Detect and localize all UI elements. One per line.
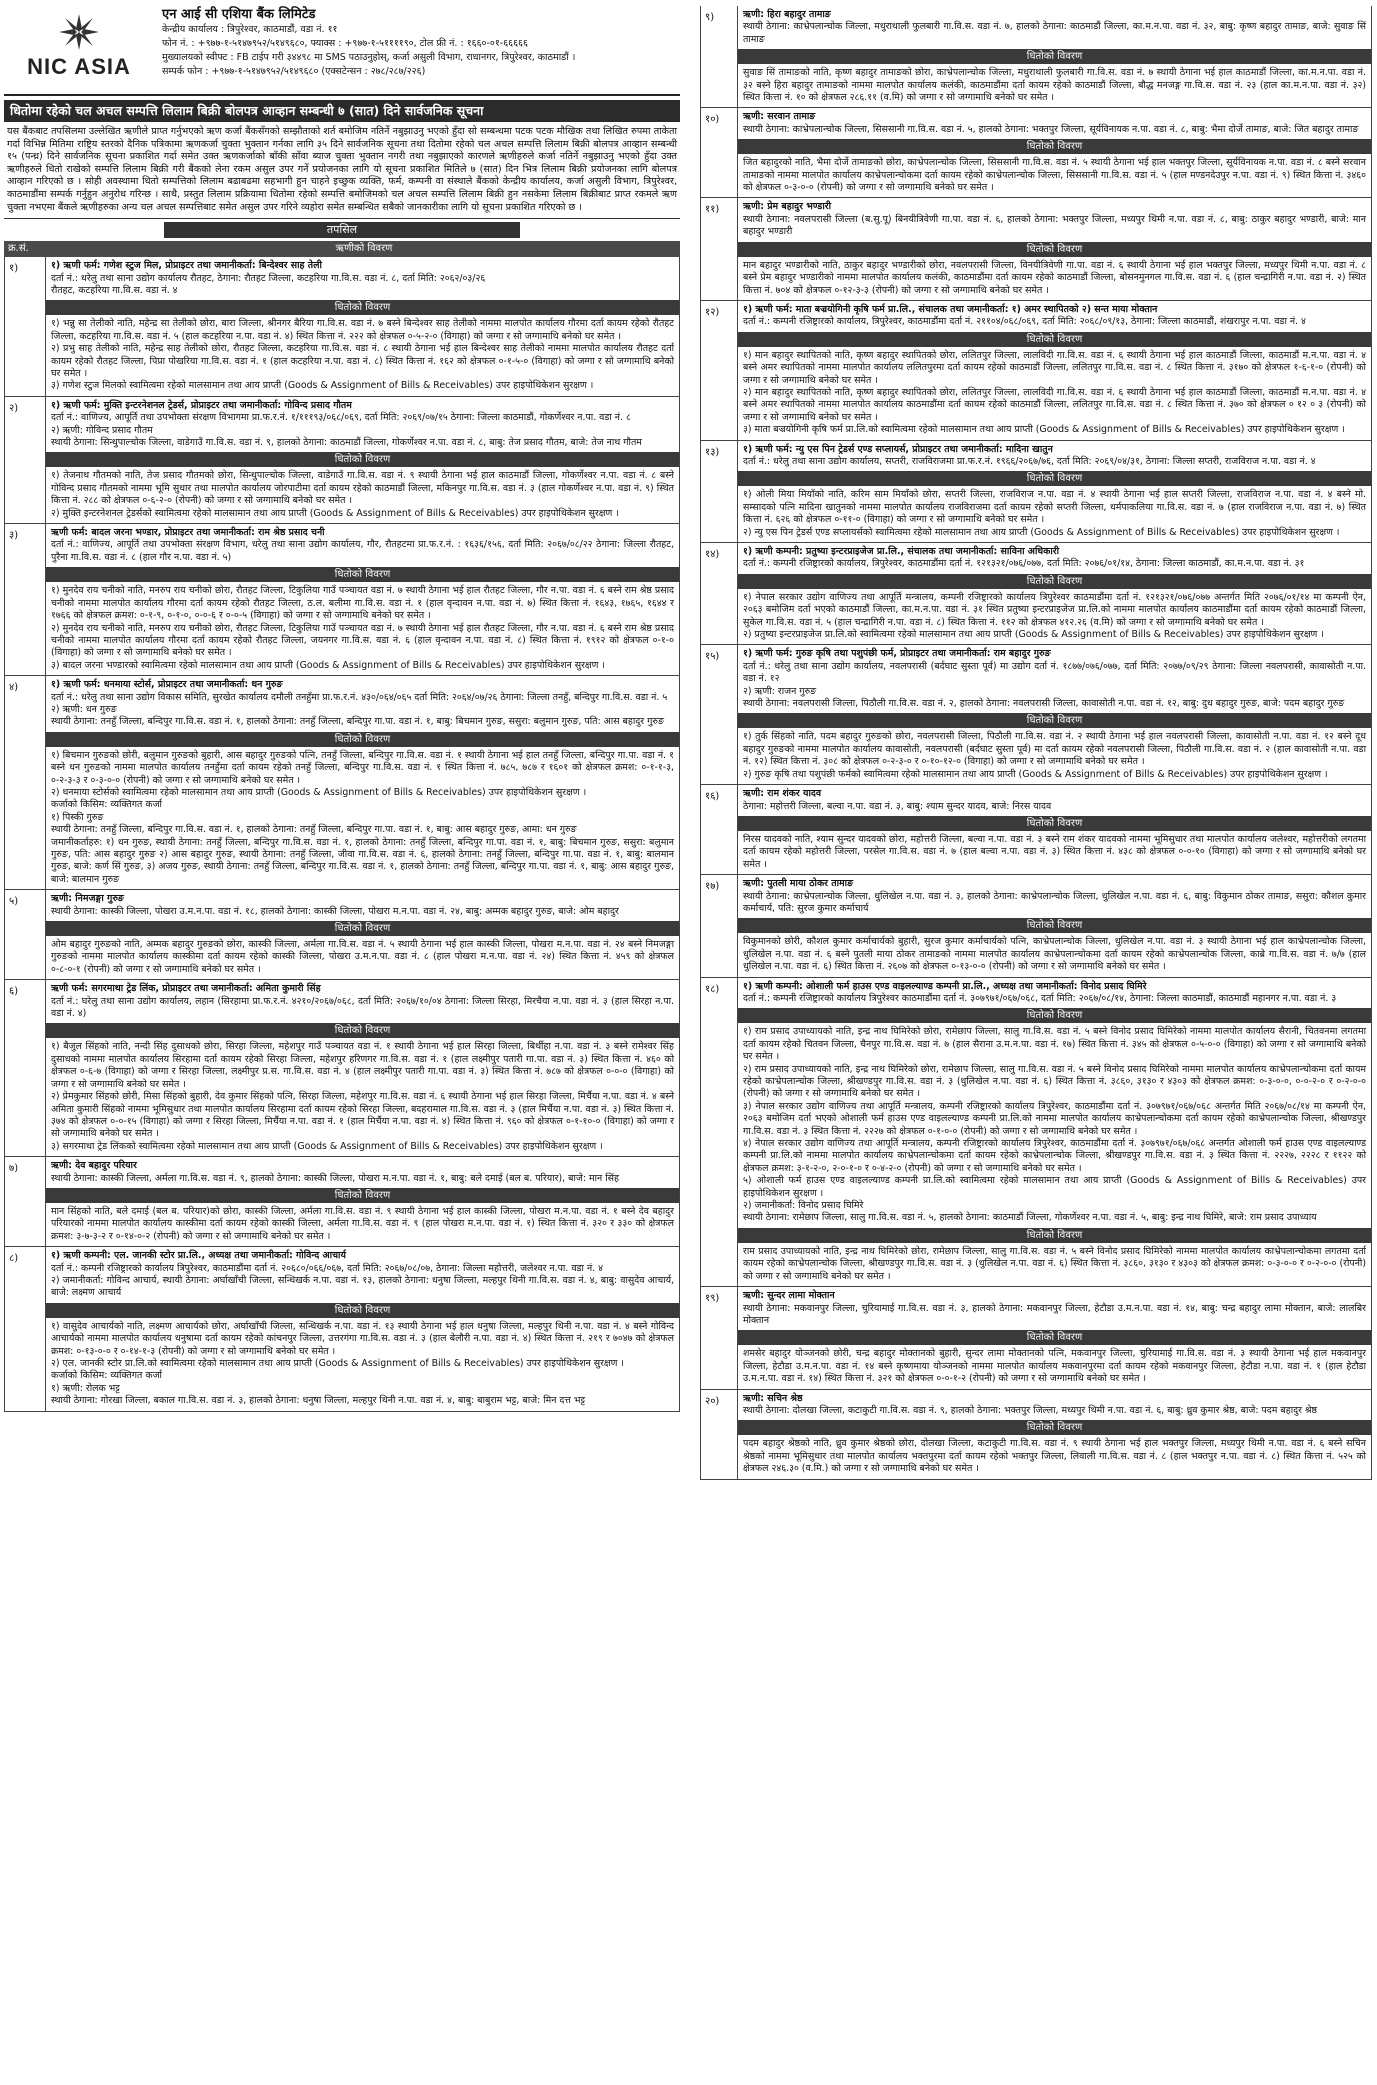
borrower-detail: स्थायी ठेगाना: काभ्रेपलान्चोक जिल्ला, मधुराथाली फुलबारी गा.वि.स. वडा नं. ७, हालको ठेगाना: काठमाडौं जिल्ला, का.म.न.पा. वडा नं. ३२, बाबु: कृष्ण बहादुर तामाङ, बाजे: सुवाङ सिं तामाङ <box>743 21 1366 45</box>
collateral-item: १) वासुदेव आचार्यको नाति, लक्ष्मण आचार्यको छोरा, अर्घाखाँची जिल्ला, सन्धिखर्क न.पा. वडा नं. १३ स्थायी ठेगाना भई हाल धनुषा जिल्ला, मल्हपुर थिनी न.पा. वडा नं. ४ बस्ने गोविन्द आचार्यको नाममा मालपोत कार्यालय धनुषामा दर्ता कायम रहेको कांचनपुर जिल्ला, उत्तरगंगा गा.वि.स. वडा नं. ३ (हाल बेलौरी न.पा. वडा नं. ४) स्थित कित्ता नं. २१९ र ७०४७ को क्षेत्रफल क्रमश: ०-१३-०-० र ०-१४-१-३ (रोपनी) को जग्गा र सो जग्गामाथि बनेको घर समेत । <box>51 1320 674 1357</box>
table-header <box>4 241 680 257</box>
collateral-block <box>738 1243 1371 1286</box>
entry-body <box>45 397 679 523</box>
borrower-title: १) ऋणी फर्म: गणेश स्टुज मिल, प्रोप्राइटर तथा जमानीकर्ता: बिन्देश्वर साह तेली <box>51 260 322 272</box>
collateral-header: धितोको विवरण <box>46 1188 679 1203</box>
borrower-detail: दर्ता नं.: कम्पनी रजिष्ट्रारको कार्यालय, त्रिपुरेश्वर, काठमाडौंमा दर्ता नं. १२१३२१/०७६/०७७, दर्ता मिति: २०७६/०१/१४, ठेगाना: जिल्ला काठमाडौं, का.म.न.पा. वडा नं. ३१ <box>743 558 1305 570</box>
borrower-detail: दर्ता नं.: धरेलु तथा साना उद्योग कार्यालय, सप्तरी, राजविराजमा प्रा.फ.र.नं. १९६६/२०६७/७६, दर्ता मिति: २०६९/०४/३१, ठेगाना: जिल्ला सप्तरी, राजविराज न.पा. वडा नं. ४ <box>743 455 1316 467</box>
borrower-title: ऋणी: सुन्दर लामा मोक्तान <box>743 1290 835 1302</box>
collateral-item: स्थायी ठेगाना: गोरखा जिल्ला, बकाल गा.वि.स. वडा नं. ३, हालको ठेगाना: धनुषा जिल्ला, मल्हपुर थिनी न.पा. वडा नं. ४, बाबु: बाबुराम भट्ट, बाजे: मिन दत्त भट्ट <box>51 1395 586 1407</box>
entry-serial: ४) <box>9 682 19 694</box>
table-row <box>4 257 680 397</box>
borrower-detail: दर्ता नं.: घरेलु तथा साना उद्योग कार्यालय, लहान (सिरहामा प्रा.फ.र.नं. ४२१०/२०६७/०६८, दर्ता मिति: २०६७/१०/०४ ठेगाना: जिल्ला सिरहा, मिरचैया न.पा. वडा नं. ३ (हाल सिरहा न.पा. वडा नं. ४) <box>51 995 674 1020</box>
table-row <box>700 543 1372 645</box>
borrower-detail: २) ऋणी: धन गुरुङ <box>51 703 117 715</box>
borrower-title: ऋणी: प्रेम बहादुर भण्डारी <box>743 201 832 213</box>
entry-serial: ११) <box>705 204 720 216</box>
logo-text: NIC ASIA <box>27 54 131 79</box>
entry-serial: २०) <box>705 1395 720 1407</box>
entry-serial: ६) <box>9 986 19 998</box>
collateral-item: ३) माता बज्रयोगिनी कृषि फर्म प्रा.लि.को स्वामित्वमा रहेको मालसामान तथा आय प्राप्ती (Goods & Assignment of Bills & Receivables) उपर हाइपोथिकेशन सुरक्षण । <box>743 424 1345 436</box>
borrower-title: ऋणी: राम शंकर यादव <box>743 788 822 800</box>
collateral-item: ३) बादल जरना भण्डारको स्वामित्वमा रहेको मालसामान तथा आय प्राप्ती (Goods & Assignment of Bills & Receivables) उपर हाइपोथिकेशन सुरक्षण । <box>51 659 605 671</box>
collateral-block <box>738 154 1371 197</box>
collateral-header: धितोको विवरण <box>46 1023 679 1038</box>
collateral-block <box>46 1318 679 1411</box>
collateral-header: धितोको विवरण <box>738 1330 1371 1345</box>
borrower-block <box>738 875 1371 918</box>
borrower-detail: स्थायी ठेगाना: तनहुँ जिल्ला, बन्दिपुर गा.वि.स. वडा नं. १, हालको ठेगाना: तनहुँ जिल्ला, बन्दिपुर गा.पा. वडा नं. १, बाबु: बिचमान गुरुङ, ससुरा: बलुमान गुरुङ, पति: आस बहादुर गुरुङ <box>51 716 664 728</box>
collateral-block <box>738 257 1371 300</box>
star-icon <box>57 12 101 52</box>
entry-body <box>737 645 1371 784</box>
entry-body <box>737 441 1371 542</box>
table-row <box>700 875 1372 977</box>
collateral-block <box>46 582 679 675</box>
left-column <box>4 6 680 1412</box>
entry-serial: ७) <box>9 1163 19 1175</box>
table-row <box>4 1247 680 1411</box>
collateral-item: मान सिंहको नाति, बले दमाई (बल ब. परियार)को छोरा, कास्की जिल्ला, अर्मला गा.वि.स. वडा नं. ९ स्थायी ठेगाना भई हाल कास्की जिल्ला, पोखरा म.न.पा. वडा नं. १ बस्ने देव बहादुर परियारको नाममा मालपोत कार्यालय कास्कीमा दर्ता कायम रहेको कास्की जिल्ला, अर्मला गा.वि.स. वडा नं. ९ (हाल पोखरा म.न.पा. वडा नं. १) स्थित कित्ता नं. ३२० र ३३० को क्षेत्रफल क्रमश: ३-७-३-२ र ०-१४-०-२ (रोपनी) को जग्गा र सो जग्गामाथि बनेको घर समेत । <box>51 1205 674 1242</box>
entry-body <box>737 978 1371 1287</box>
bank-header <box>4 6 680 96</box>
borrower-block <box>46 524 679 567</box>
table-row <box>4 397 680 524</box>
collateral-item: २) गुरुङ कृषि तथा पशुपंछी फर्मको स्वामित्वमा रहेको मालसामान तथा आय प्राप्ती (Goods & Assignment of Bills & Receivables) उपर हाइपोथिकेशन सुरक्षण । <box>743 768 1328 780</box>
borrower-title: ऋणी: पुतली माया ठोकर तामाङ <box>743 878 854 890</box>
table-row <box>700 108 1372 198</box>
right-column <box>700 6 1372 1480</box>
collateral-item: २) न्यु एस पिन ट्रेडर्स एण्ड सप्लायर्सको स्वामित्वमा रहेको मालसामान तथा आय प्राप्ती (Goods & Assignment of Bills & Receivables) उपर हाइपोथिकेशन सुरक्षण । <box>743 526 1340 538</box>
collateral-block <box>46 1203 679 1246</box>
borrower-block <box>738 441 1371 472</box>
borrower-block <box>738 543 1371 574</box>
collateral-item: १) बिचमान गुरुङको छोरी, बलुमान गुरुङको बुहारी, आस बहादुर गुरुङको पत्नि, तनहुँ जिल्ला, बन्दिपुर गा.वि.स. वडा नं. १ स्थायी ठेगाना भई हाल तनहुँ जिल्ला, बन्दिपुर गा.पा. वडा नं. १ बस्ने धन गुरुङको नाममा मालपोत कार्यालय तनहुँमा दर्ता कायम रहेको तनहुँ जिल्ला, बन्दिपुर गा.वि.स. वडा नं. १ स्थित कित्ता नं. ७८५, ७८७ र १६०१ को क्षेत्रफल क्रमश: ०-१-१-३, ०-२-३-३ र ०-३-०-० (रोपनी) को जग्गा र सो जग्गामाथि बनेको घर समेत । <box>51 749 674 786</box>
borrower-title: १) ऋणी कम्पनी: ओशाली फर्म हाउस एण्ड वाइलल्याण्ड कम्पनी प्रा.लि., अध्यक्ष तथा जमानीकर्ता: विनोद प्रसाद घिमिरे <box>743 980 1147 992</box>
collateral-item: स्थायी ठेगाना: रामेछाप जिल्ला, सालु गा.वि.स. वडा नं. ५, हालको ठेगाना: काठमाडौं जिल्ला, गोकर्णेश्वर न.पा. वडा नं. ५, बाबु: इन्द्र नाथ घिमिरे, बाजे: राम प्रसाद उपाध्याय <box>743 1212 1317 1224</box>
collateral-block <box>46 747 679 889</box>
borrower-block <box>738 198 1371 241</box>
entry-body <box>737 543 1371 644</box>
collateral-header: धितोको विवरण <box>738 816 1371 831</box>
table-row <box>700 198 1372 300</box>
borrower-detail: २) जमानीकर्ता: गोविन्द आचार्य, स्थायी ठेगाना: अर्घाखाँची जिल्ला, सन्धिखर्क न.पा. वडा नं. १३, हालको ठेगाना: धनुषा जिल्ला, मल्हपुर थिनी गा.वि.स. वडा नं. ४, बाबु: वासुदेव आचार्य, बाजे: लक्ष्मण आचार्य <box>51 1274 674 1299</box>
borrower-block <box>46 1247 679 1303</box>
borrower-block <box>738 645 1371 713</box>
collateral-item: २) राम प्रसाद उपाध्यायको नाति, इन्द्र नाथ घिमिरेको छोरा, रामेछाप जिल्ला, सालु गा.वि.स. वडा नं. ५ बस्ने विनोद प्रसाद घिमिरेको नाममा मालपोत कार्यालय काभ्रेपलान्चोकमा दर्ता कायम रहेको काभ्रेपलान्चोक जिल्ला, श्रीखण्डपुर गा.वि.स. वडा नं. ३ (धुलिखेल न.पा. वडा नं. ६) स्थित कित्ता नं. ३८६०, ३१३० र ४३०३ को क्षेत्रफल क्रमश: ०-३-०-०, ०-०-२-० र ०-२-०-० (रोपनी) को जग्गा र सो जग्गामाथि बनेको घर समेत । <box>743 1063 1366 1100</box>
collateral-header: धितोको विवरण <box>46 567 679 582</box>
collateral-header: धितोको विवरण <box>46 452 679 467</box>
collateral-block <box>46 936 679 979</box>
collateral-item: १) भन्नु सा तेलीको नाति, महेन्द्र सा तेलीको छोरा, बारा जिल्ला, श्रीनगर बैरिया गा.वि.स. वडा नं. ७ बस्ने बिन्देश्वर साह तेलीको नाममा मालपोत कार्यालय गौरमा दर्ता कायम रहेको रौतहट जिल्ला, कटहरिया गा.वि.स. वडा नं. ५ (हाल कटहरिया न.पा. वडा नं. ४) स्थित कित्ता नं. २२२ को क्षेत्रफल ०-५-२-० (विगाहा) को जग्गा र सो जग्गामाथि बनेको घर समेत । <box>51 318 674 342</box>
entry-body <box>737 875 1371 976</box>
collateral-item: ओम बहादुर गुरुङको नाति, अम्मक बहादुर गुरुङको छोरा, कास्की जिल्ला, अर्मला गा.वि.स. वडा नं. ५ स्थायी ठेगाना भई हाल कास्की जिल्ला, पोखरा म.न.पा. वडा नं. २४ बस्ने निमजङ्गा गुरुङको नाममा मालपोत कार्यालय कास्कीमा दर्ता कायम रहेको कास्की जिल्ला, पोखरा उ.म.न.पा. वडा नं. ८ (हाल पोखरा म.न.पा. वडा नं. २४) स्थित कित्ता नं. ४५९ को क्षेत्रफल ०-८-०-१ (रोपनी) को जग्गा र सो जग्गामाथि बनेको घर समेत । <box>51 939 674 975</box>
entry-body <box>45 1247 679 1410</box>
collateral-item: १) तेजनाथ गौतमको नाति, तेज प्रसाद गौतमको छोरा, सिन्धुपाल्चोक जिल्ला, वाडेगाउँ गा.वि.स. वडा नं. ९ स्थायी ठेगाना भई हाल काठमाडौं जिल्ला, गोकर्णेश्वर न.पा. वडा नं. ८ बस्ने गोविन्द प्रसाद गौतमको नाममा भूमि सुधार तथा मालपोत कार्यालय जोरपाटीमा दर्ता कायम रहेको काठमाडौं जिल्ला, मकिनपुर गा.वि.स. वडा नं. ३ (हाल गोकर्णेश्वर न.पा. वडा नं. ९) स्थित कित्ता नं. २८८ को क्षेत्रफल ०-६-२-० (रोपनी) को जग्गा र सो जग्गामाथि बनेको घर समेत । <box>51 470 674 507</box>
collateral-item: २) जमानीकर्ता: विनोद प्रसाद घिमिरे <box>743 1200 864 1212</box>
collateral-item: २) एल. जानकी स्टोर प्रा.लि.को स्वामित्वमा रहेको मालसामान तथा आय प्राप्ती (Goods & Assignment of Bills & Receivables) उपर हाइपोथिकेशन सुरक्षण । <box>51 1358 624 1369</box>
collateral-block <box>738 1435 1371 1478</box>
collateral-block <box>738 933 1371 976</box>
entry-serial: १३) <box>705 446 720 458</box>
entry-body <box>737 785 1371 874</box>
bank-contact: सम्पर्क फोन : +९७७-१-५१४७९५२/५१४९६८० (एक्सटेन्सन : २७८/२८७/२२६) <box>162 66 426 77</box>
collateral-block <box>738 589 1371 645</box>
collateral-item: मान बहादुर भण्डारीको नाति, ठाकुर बहादुर भण्डारीको छोरा, नवलपरासी जिल्ला, विनयीत्रिवेणी गा.पा. वडा नं. ६ स्थायी ठेगाना भई हाल भक्तपुर जिल्ला, मध्यपुर थिमी न.पा. वडा नं. ८ बस्ने प्रेम बहादुर भण्डारीको नाममा मालपोत कार्यालय कलंकी, काठमाडौंमा दर्ता कायम रहेको काठमाडौं जिल्ला, बोसनमुनगल गा.वि.स. वडा नं. ६ (हाल चन्द्रागिरी न.पा. वडा नं. २) स्थित कित्ता नं. ७०४ को क्षेत्रफल ०-१२-३-३ (रोपनी) को जग्गा र सो जग्गामाथि बनेको घर समेत । <box>743 259 1366 296</box>
collateral-block <box>46 467 679 523</box>
collateral-item: १) ऋणी: रोलक भट्ट <box>51 1382 120 1394</box>
collateral-header: धितोको विवरण <box>738 242 1371 257</box>
collateral-header: धितोको विवरण <box>738 918 1371 933</box>
entry-serial: १८) <box>705 983 720 995</box>
borrower-title: १) ऋणी फर्म: गुरुङ कृषि तथा पशुपंछी फर्म, प्रोप्राइटर तथा जमानीकर्ता: राम बहादुर गुरुङ <box>743 648 1051 660</box>
collateral-header: धितोको विवरण <box>738 49 1371 64</box>
entry-body <box>737 6 1371 107</box>
left-entries <box>4 257 680 1411</box>
borrower-block <box>46 890 679 921</box>
borrower-detail: स्थायी ठेगाना: नवलपरासी जिल्ला, पिठौली गा.वि.स. वडा नं. २, हालको ठेगाना: नवलपरासी जिल्ला, कावासोती न.पा. वडा नं. १२, बाबु: दुध बहादुर गुरुङ, बाजे: पदम बहादुर गुरुङ <box>743 698 1345 710</box>
borrower-detail: दर्ता नं.: वाणिज्य, आपूर्ति तथा उपभोक्ता संरक्षण विभाग, धरेलु तथा साना उद्योग कार्यालय, गौर, रौतहटमा प्रा.फ.र.नं. : १६३६/१५६, दर्ता मिति: २०६७/०८/२२ ठेगाना: जिल्ला रौतहट, पुरैना गा.वि.स. वडा नं. ८ (हाल गौर न.पा. वडा नं. ५) <box>51 539 674 563</box>
collateral-item: १) पिस्की गुरुङ <box>51 811 104 823</box>
collateral-item: स्थायी ठेगाना: तनहुँ जिल्ला, बन्दिपुर गा.वि.स. वडा नं. १, हालको ठेगाना: तनहुँ जिल्ला, बन्दिपुर गा.पा. वडा नं. १, बाबु: आस बहादुर गुरुङ, आमा: धन गुरुङ <box>51 824 577 836</box>
collateral-block <box>738 347 1371 440</box>
details-header: ऋणीको विवरण <box>335 243 393 255</box>
table-row <box>4 524 680 676</box>
entry-serial: १२) <box>705 306 720 318</box>
borrower-detail: दर्ता नं.: धरेलु तथा साना उद्योग कार्यालय रौतहट, ठेगाना: रौतहट जिल्ला, कटहरिया गा.वि.स. वडा नं. ८, दर्ता मिति: २०६२/०३/२६ <box>51 272 486 284</box>
table-row <box>4 980 680 1157</box>
collateral-header: धितोको विवरण <box>738 1228 1371 1243</box>
collateral-item: ३) नेपाल सरकार उद्योग वाणिज्य तथा आपूर्ति मन्त्रालय, कम्पनी रजिष्ट्रारको कार्यालय त्रिपुरेश्वर, काठमाडौंमा दर्ता नं. ३०७९७१/०६७/०६८ अन्तर्गत मिति २०६७/०८/१४ मा कम्पनी ऐन, २०६३ बमोजिम दर्ता भएको ओशाली फर्म हाउस एण्ड वाइलल्याण्ड कम्पनी प्रा.लि.को नाममा मालपोत कार्यालय काभ्रेपलान्चोकमा दर्ता कायम रहेको काभ्रेपलान्चोक जिल्ला, श्रीखण्डपुर गा.वि.स. वडा नं. ३ स्थित कित्ता नं. २२२७ को क्षेत्रफल ०-१-०-० (रोपनी) को जग्गा र सो जग्गामाथि बनेको घर समेत । <box>743 1100 1366 1137</box>
table-row <box>700 1287 1372 1389</box>
collateral-header: धितोको विवरण <box>738 574 1371 589</box>
collateral-item: २) मुनदेव राय चनीको नाति, मनरुप राय चनीको छोरा, रौतहट जिल्ला, टिकुलिया गाउँ पञ्चायत वडा नं. ७ स्थायी ठेगाना भई हाल रौतहट जिल्ला, गौर न.पा. वडा नं. ६ बस्ने राम श्रेष्ठ प्रसाद चनीको नाममा मालपोत कार्यालय गौरमा दर्ता कायम रहेको रौतहट जिल्ला, जयनगर गा.वि.स. वडा नं. ६ (हाल वृन्दावन न.पा. वडा नं. ८) स्थित कित्ता नं. १९१२ को क्षेत्रफल ०-१-० (विगाहा) को जग्गा र सो जग्गामाथि बनेको घर समेत । <box>51 622 674 659</box>
borrower-title: ऋणी: निमजङ्गा गुरुङ <box>51 893 124 905</box>
collateral-item: २) धनमाया स्टोर्सको स्वामित्वमा रहेको मालसामान तथा आय प्राप्ती (Goods & Assignment of Bills & Receivables) उपर हाइपोथिकेशन सुरक्षण । <box>51 786 587 798</box>
collateral-block <box>738 1345 1371 1388</box>
collateral-header: धितोको विवरण <box>738 713 1371 728</box>
collateral-header: धितोको विवरण <box>46 1303 679 1318</box>
collateral-item: २) मुक्ति इन्टरनेशनल ट्रेडर्सको स्वामित्वमा रहेको मालसामान तथा आय प्राप्ती (Goods & Assignment of Bills & Receivables) उपर हाइपोथिकेशन सुरक्षण । <box>51 507 619 519</box>
collateral-item: २) प्रतुष्या इन्टरप्राइजेज प्रा.लि.को स्वामित्वमा रहेको मालसामान तथा आय प्राप्ती (Goods & Assignment of Bills & Receivables) उपर हाइपोथिकेशन सुरक्षण । <box>743 629 1324 641</box>
collateral-item: २) मान बहादुर स्थापितको नाति, कृष्ण बहादुर स्थापितको छोरा, ललितपुर जिल्ला, लालविदी गा.वि.स. वडा नं. ६ स्थायी ठेगाना भई हाल काठमाडौं जिल्ला, काठमाडौं म.न.पा. वडा नं. ४ बस्ने अमर स्थापितको नाममा मालपोत कार्यालय काठमाडौंमा दर्ता कायम रहेको काठमाडौं जिल्ला, ललितपुर गा.वि.स. वडा नं. ८ स्थित कित्ता नं. ३७० को क्षेत्रफल ० १२ ० ३ (रोपनी) को जग्गा र सो जग्गामाथि बनेको घर समेत । <box>743 386 1366 423</box>
collateral-header: धितोको विवरण <box>738 471 1371 486</box>
entry-body <box>45 1157 679 1246</box>
collateral-item: ३) सगरमाथा ट्रेड लिंकको स्वामित्वमा रहेको मालसामान तथा आय प्राप्ती (Goods & Assignment of Bills & Receivables) उपर हाइपोथिकेशन सुरक्षण । <box>51 1140 603 1152</box>
collateral-header: धितोको विवरण <box>46 300 679 315</box>
borrower-title: ऋणी: हिरा बहादुर तामाङ <box>743 9 831 20</box>
collateral-item: १) मुनदेव राय चनीको नाति, मनरुप राय चनीको छोरा, रौतहट जिल्ला, टिकुलिया गाउँ पञ्चायत वडा नं. ७ स्थायी ठेगाना भई हाल रौतहट जिल्ला, गौर न.पा. वडा नं. ६ बस्ने राम श्रेष्ठ प्रसाद चनीको नाममा मालपोत कार्यालय गौरमा दर्ता कायम रहेको रौतहट जिल्ला, ठ.ल. बलीमा गा.वि.स. वडा नं. १ (हाल वृन्दावन न.पा. वडा नं. ७) स्थित कित्ता नं. १६४३, १७६५, १६४४ र १७६६ को क्षेत्रफल क्रमश: ०-१-९, ०-१-०, ०-०-६ र ०-०-५ (विगाहा) को जग्गा र सो जग्गामाथि बनेको घर समेत । <box>51 585 674 622</box>
collateral-header: धितोको विवरण <box>46 921 679 936</box>
entry-body <box>45 676 679 889</box>
collateral-block <box>738 728 1371 784</box>
borrower-title: ऋणी फर्म: सगरमाथा ट्रेड लिंक, प्रोप्राइटर तथा जमानीकर्ता: अमिता कुमारी सिंह <box>51 983 321 995</box>
borrower-detail: दर्ता नं.: वाणिज्य, आपूर्ति तथा उपभोक्ता संरक्षण विभागमा प्रा.फ.र.नं. १/१११९३/०६८/०६९, दर्ता मिति: २०६९/०७/१५ ठेगाना: जिल्ला काठमाडौं, गोकर्णेश्वर न.पा. वडा नं. ८ <box>51 412 631 424</box>
borrower-detail: स्थायी ठेगाना: मकवानपुर जिल्ला, चुरियामाई गा.वि.स. वडा नं. ३, हालको ठेगाना: मकवानपुर जिल्ला, हेटौडा उ.म.न.पा. वडा नं. १४, बाबु: चन्द्र बहादुर लामा मोक्तान, बाजे: लालबिर मोक्तान <box>743 1302 1366 1326</box>
borrower-detail: स्थायी ठेगाना: नवलपरासी जिल्ला (ब.सु.पू) बिनयीत्रिवेणी गा.पा. वडा नं. ६, हालको ठेगाना: भक्तपुर जिल्ला, मध्यपुर थिमी न.पा. वडा नं. ८, बाबु: ठाकुर बहादुर भण्डारी, बाजे: मान बहादुर भण्डारी <box>743 213 1366 238</box>
borrower-title: १) ऋणी फर्म: न्यु एस पिन ट्रेडर्स एण्ड सप्लायर्स, प्रोप्राइटर तथा जमानीकर्ता: मादिना खातुन <box>743 443 1053 455</box>
table-row <box>700 785 1372 875</box>
bank-logo <box>4 6 154 86</box>
collateral-item: २) प्रेमकुमार सिंहको छोरी, मिसा सिंहको बुहारी, देव कुमार सिंहको पत्नि, सिरहा जिल्ला, महेशपुर गा.वि.स. वडा नं. ६ स्थायी ठेगाना भई हाल सिरहा जिल्ला, मिर्चैया न.पा. वडा नं. ४ बस्ने अमिता कुमारी सिंहको नाममा भूमिसुधार तथा मालपोत कार्यालय सिरहामा दर्ता कायम रहेको सिरहा जिल्ला, बदहरामाल गा.वि.स. वडा नं. ३ (हाल मिर्चैया न.पा. वडा नं. ३) स्थित कित्ता नं. ३७४ को क्षेत्रफल ०-०-१५ (विगाहा) को जग्गा र सिरहा जिल्ला, मिर्चैया न.पा. वडा नं. १ (हाल मिर्चैया न.पा. वडा नं. ४) स्थित कित्ता नं. ९६० को क्षेत्रफल ०-१-१०-० (विगाहा) को जग्गा र सो जग्गामाथि बनेको घर समेत । <box>51 1091 674 1140</box>
borrower-detail: रौतहट, कटहरिया गा.वि.स. वडा नं. ४ <box>51 284 178 296</box>
borrower-block <box>46 676 679 732</box>
collateral-block <box>46 315 679 395</box>
collateral-item: १) ओली मिया मियाँको नाति, करिम साम मियाँको छोरा, सप्तरी जिल्ला, राजविराज न.पा. वडा नं. ४ स्थायी ठेगाना भई हाल सप्तरी जिल्ला, राजविराज न.पा. वडा नं. ४ बस्ने मो. सम्सादको पत्नि मादिना खातुनको नाममा मालपोत कार्यालय राजविराजमा दर्ता कायम रहेको सप्तरी जिल्ला, धर्मपाकलिया गा.वि.स. वडा नं. ७ (हाल राजविराज न.पा. वडा नं. ७) स्थित कित्ता नं. ६२६ को क्षेत्रफल ०-११-० (विगाहा) को जग्गा र सो जग्गामाथि बनेको घर समेत । <box>743 489 1366 526</box>
collateral-item: ४) नेपाल सरकार उद्योग वाणिज्य तथा आपूर्ति मन्त्रालय, कम्पनी रजिष्ट्रारको कार्यालय त्रिपुरेश्वर, काठमाडौंमा दर्ता नं. ३०७९७१/०६७/०६८ अन्तर्गत ओशाली फर्म हाउस एण्ड वाइलल्याण्ड कम्पनी प्रा.लि.को नाममा मालपोत कार्यालय काभ्रेपलान्चोकमा दर्ता कायम रहेको काभ्रेपलान्चोक जिल्ला, श्रीखण्डपुर गा.वि.स. वडा नं. ३ स्थित कित्ता नं. २२२७, २२२८ र ११२२ को क्षेत्रफल क्रमश: ३-१-२-०, २-०-१-० र ०-४-२-० (रोपनी) को जग्गा र सो जग्गामाथि बनेको घर समेत । <box>743 1138 1366 1174</box>
borrower-detail: दर्ता नं.: धरेलु तथा साना उद्योग कार्यालय, नवलपरासी (बर्दघाट सुस्ता पूर्व) मा उद्योग दर्ता नं. १८७७/०७६/०७७, दर्ता मिति: २०७७/०९/२९ ठेगाना: जिल्ला नवलपरासी, कावासोती न.पा. वडा नं. १२ <box>743 660 1366 685</box>
table-row <box>700 6 1372 108</box>
borrower-title: १) ऋणी कम्पनी: प्रतुष्या इन्टरप्राइजेज प्रा.लि., संचालक तथा जमानीकर्ता: साविना अधिकारी <box>743 546 1060 557</box>
borrower-block <box>46 257 679 300</box>
bank-sms: मुख्यालयको स्वीफ्ट : FB टाईप गरी ३४४९८ मा SMS पठाउनुहोस्, कर्जा असुली विभाग, राधानगर, त्रिपुरेश्वर, काठमाडौं । <box>162 52 576 63</box>
collateral-header: धितोको विवरण <box>738 1420 1371 1435</box>
entry-body <box>737 1287 1371 1388</box>
collateral-header: धितोको विवरण <box>738 139 1371 154</box>
bank-office: केन्द्रीय कार्यालय : त्रिपुरेश्वर, काठमाडौं, वडा नं. ११ <box>162 24 338 35</box>
borrower-block <box>738 1390 1371 1421</box>
collateral-item: ३) गणेश स्टुज मिलको स्वामित्वमा रहेको मालसामान तथा आय प्राप्ती (Goods & Assignment of Bills & Receivables) उपर हाइपोथिकेशन सुरक्षण । <box>51 380 594 392</box>
borrower-block <box>738 6 1371 49</box>
borrower-detail: स्थायी ठेगाना: कास्की जिल्ला, अर्मला गा.वि.स. वडा नं. ९, हालको ठेगाना: कास्की जिल्ला, पोखरा म.न.पा. वडा नं. १, बाबु: बले दमाई (बल ब. परियार), बाजे: मान सिंह <box>51 1172 619 1184</box>
entry-body <box>45 890 679 979</box>
entry-serial: ३) <box>9 530 19 542</box>
collateral-item: १) तुर्क सिंहको नाति, पदम बहादुर गुरुङको छोरा, नवलपरासी जिल्ला, पिठौली गा.वि.स. वडा नं. २ स्थायी ठेगाना भई हाल नवलपरासी जिल्ला, कावासोती न.पा. वडा नं. १२ बस्ने दूध बहादुर गुरुङको नाममा मालपोत कार्यालय कावासोती, नवलपरासी (बर्दघाट सुस्ता पूर्व) मा दर्ता कायम रहेको नवलपरासी जिल्ला, पिठौली गा.वि.स. वडा नं. २ (हाल कावासोती न.पा. वडा नं. १२) स्थित कित्ता नं. ३०८ को क्षेत्रफल ०-२-३-० र ०-१०-१२-० (विगाहा) को जग्गा र सो जग्गामाथि बनेको घर समेत । <box>743 731 1366 768</box>
borrower-block <box>738 785 1371 816</box>
collateral-block <box>738 831 1371 874</box>
collateral-block <box>738 64 1371 107</box>
table-title: तपसिल <box>164 222 520 238</box>
collateral-header: धितोको विवरण <box>46 732 679 747</box>
borrower-block <box>738 978 1371 1009</box>
entry-body <box>737 108 1371 197</box>
entry-serial: १९) <box>705 1293 720 1305</box>
entry-serial: ८) <box>9 1253 19 1265</box>
borrower-detail: ठेगाना: महोत्तरी जिल्ला, बल्वा न.पा. वडा नं. ३, बाबु: श्याम सुन्दर यादव, बाजे: निरस यादव <box>743 800 1052 812</box>
collateral-item: राम प्रसाद उपाध्यायको नाति, इन्द्र नाथ घिमिरेको छोरा, रामेछाप जिल्ला, सालु गा.वि.स. वडा नं. ५ बस्ने विनोद प्रसाद घिमिरेको नाममा मालपोत कार्यालय काभ्रेपलान्चोकमा लगतमा दर्ता कायम रहेको काभ्रेपलान्चोक जिल्ला, श्रीखण्डपुर गा.वि.स. वडा नं. ३ (धुलिखेल न.पा. वडा नं. ६) स्थित कित्ता नं. ३८६०, ३१३० र ४३०३ को क्षेत्रफल क्रमश: ०-३-०-० र ०-२-०-० (रोपनी) को जग्गा र सो जग्गामाथि बनेको घर समेत । <box>743 1245 1366 1282</box>
borrower-detail: २) ऋणी: राजन गुरुङ <box>743 685 817 697</box>
entry-body <box>45 257 679 396</box>
entry-serial: १५) <box>705 651 720 663</box>
borrower-detail: दर्ता नं.: कम्पनी रजिष्ट्रारको कार्यालय त्रिपुरेश्वर, काठमाडौंमा दर्ता नं. २०६८०/०६६/०६७, दर्ता मिति: २०६७/०८/०७, ठेगाना: जिल्ला महोत्तरी, जलेश्वर न.पा. वडा नं. ४ <box>51 1262 603 1274</box>
bank-name: एन आई सी एशिया बैंक लिमिटेड <box>162 7 316 22</box>
collateral-item: २) प्रभु साह तेलीको नाति, महेन्द्र साह तेलीको छोरा, रौतहट जिल्ला, कटहरिया गा.वि.स. वडा नं. ८ स्थायी ठेगाना भई हाल बिन्देश्वर साह तेलीको नाममा मालपोत कार्यालय रौतहट दर्ता कायम रहेको रौतहट जिल्ला, पिप्रा पोखरिया गा.वि.स. वडा नं. १ (हाल कटहरिया न.पा. वडा नं. ८) स्थित कित्ता नं. १६२ को क्षेत्रफल ०-१-५-० (विगाहा) को जग्गा र सो जग्गामाथि बनेको घर समेत । <box>51 343 674 379</box>
collateral-item: कर्जाको किसिम: व्यक्तिगत कर्जा <box>51 1370 162 1382</box>
borrower-detail: स्थायी ठेगाना: कास्की जिल्ला, पोखरा उ.म.न.पा. वडा नं. १८, हालको ठेगाना: कास्की जिल्ला, पोखरा म.न.पा. वडा नं. २४, बाबु: अम्मक बहादुर गुरुङ, बाजे: ओम बहादुर <box>51 905 619 917</box>
collateral-item: कर्जाको किसिम: व्यक्तिगत कर्जा <box>51 799 162 811</box>
table-row <box>4 676 680 890</box>
sn-header: क्र.सं. <box>8 243 29 255</box>
borrower-block <box>738 1287 1371 1330</box>
collateral-item: शमसेर बहादुर योञ्जनको छोरी, चन्द्र बहादुर मोक्तानको बुहारी, सुन्दर लामा मोक्तानको पत्नि, मकवानपुर जिल्ला, चुरियामाई गा.वि.स. वडा नं. ३ स्थायी ठेगाना भई हाल मकवानपुर जिल्ला, हेटौडा उ.म.न.पा. वडा नं. १४ बस्ने कृष्णमाया योञ्जनको नाममा मालपोत कार्यालय मकवानपुरमा दर्ता कायम रहेको मकवानपुर जिल्ला, हेटौडा न.पा. वडा नं. १ (हाल हेटौडा उ.म.न.पा. वडा नं. १४) स्थित कित्ता नं. ३२१ को क्षेत्रफल ०-०-१-२ (रोपनी) को जग्गा र सो जग्गामाथि बनेको घर समेत । <box>743 1348 1366 1385</box>
table-row <box>700 441 1372 543</box>
table-row <box>4 890 680 980</box>
table-row <box>4 1157 680 1247</box>
bank-info <box>154 6 680 79</box>
entry-serial: १) <box>9 263 19 275</box>
borrower-block <box>46 1157 679 1188</box>
entry-serial: १६) <box>705 791 720 803</box>
entry-serial: २) <box>9 402 19 414</box>
borrower-title: १) ऋणी फर्म: मुक्ति इन्टरनेशनल ट्रेडर्स, प्रोप्राइटर तथा जमानीकर्ता: गोविन्द प्रसाद गौतम <box>51 399 352 411</box>
borrower-title: १) ऋणी फर्म: माता बज्रयोगिनी कृषि फर्म प्रा.लि., संचालक तथा जमानीकर्ता: १) अमर स्थापितको २) सन्त माया मोक्तान <box>743 303 1158 315</box>
collateral-item: सुवाङ सिं तामाङको नाति, कृष्ण बहादुर तामाङको छोरा, काभ्रेपलान्चोक जिल्ला, मधुराथाली फुलबारी गा.वि.स. वडा नं. ७ स्थायी ठेगाना भई हाल काठमाडौं जिल्ला, का.म.न.पा. वडा नं. ३२ बस्ने हिरा बहादुर तामाङको नाममा मालपोत कार्यालय कलंकी, काठमाडौंमा दर्ता कायम रहेको काठमाडौं जिल्ला, बौद्ध मनजङ्ग गा.वि.स. वडा नं. २३ (हाल का.म.न.पा. वडा नं. ३२) स्थित कित्ता नं. १० को क्षेत्रफल २८६.११ (व.मि) को जग्गा र सो जग्गामाथि बनेको घर समेत । <box>743 67 1366 104</box>
collateral-item: पदम बहादुर श्रेष्ठको नाति, ध्रुव कुमार श्रेष्ठको छोरा, दोलखा जिल्ला, कटाकुटी गा.वि.स. वडा नं. ९ स्थायी ठेगाना भई हाल भक्तपुर जिल्ला, मध्यपुर थिमी न.पा. वडा नं. ६ बस्ने सचिन श्रेष्ठको नाममा भूमिसुधार तथा मालपोत कार्यालय भक्तपुरमा दर्ता कायम रहेको भक्तपुर जिल्ला, लिवाली गा.वि.स. वडा नं. ८ (हाल भक्तपुर न.पा. वडा नं. ८) स्थित कित्ता नं. ५२५ को क्षेत्रफल २४६.३० (व.मि.) को जग्गा र सो जग्गामाथि बनेको घर समेत । <box>743 1438 1366 1475</box>
entry-body <box>737 1390 1371 1479</box>
entry-body <box>737 301 1371 440</box>
collateral-item: निरस यादवको नाति, श्याम सुन्दर यादवको छोरा, महोत्तरी जिल्ला, बल्वा न.पा. वडा नं. ३ बस्ने राम शंकर यादवको नाममा भूमिसुधार तथा मालपोत कार्यालय जलेश्वर, महोत्तरीको लगतमा दर्ता कायम रहेको महोत्तरी जिल्ला, परसेल गा.वि.स. वडा नं. ७ (हाल बल्वा न.पा. वडा नं. ३) स्थित कित्ता नं. ४३८ को क्षेत्रफल ०-०-१० (विगाहा) को जग्गा र सो जग्गामाथि बनेको घर समेत । <box>743 833 1366 870</box>
collateral-item: १) बैजुल सिंहको नाति, नन्दी सिंह दुसाधको छोरा, सिरहा जिल्ला, महेशपुर गाउँ पञ्चायत वडा नं. १ स्थायी ठेगाना भई हाल सिरहा जिल्ला, बिर्थीहा न.पा. वडा नं. ३ बस्ने रामेश्वर सिंह दुसाधको नाममा मालपोत कार्यालय सिरहामा दर्ता कायम रहेको सिरहा जिल्ला, महेशपुर हरिणगर गा.वि.स. वडा नं. १ (हाल लक्ष्मीपुर पतारी गा.पा. वडा नं. ३) स्थित कित्ता नं. ४६० को क्षेत्रफल ०-६-७ (विगाहा) को जग्गा र सिरहा जिल्ला, लक्ष्मीपुर प्र.स. गा.वि.स. वडा नं. ४ (हाल लक्ष्मीपुर पतारी गा.पा. वडा नं. ३) स्थित कित्ता नं. ७८७ को क्षेत्रफल ०-०-० (विगाहा) को जग्गा र सो जग्गामाथि बनेको घर समेत । <box>51 1041 674 1090</box>
borrower-detail: स्थायी ठेगाना: काभ्रेपलान्चोक जिल्ला, धुलिखेल न.पा. वडा नं. ३, हालको ठेगाना: काभ्रेपलान्चोक जिल्ला, धुलिखेल न.पा. वडा नं. ६, बाबु: विकुमान ठोकर तामाङ, ससुरा: कौशल कुमार कर्माचार्य, पति: सुरज कुमार कर्माचार्य <box>743 890 1366 914</box>
collateral-block <box>738 1023 1371 1228</box>
entry-serial: ९) <box>705 12 715 23</box>
right-entries <box>700 6 1372 1480</box>
borrower-block <box>46 397 679 453</box>
borrower-block <box>46 980 679 1023</box>
entry-serial: १७) <box>705 881 720 893</box>
table-row <box>700 301 1372 441</box>
table-row <box>700 645 1372 785</box>
borrower-title: ऋणी फर्म: बादल जरना भण्डार, प्रोप्राइटर तथा जमानीकर्ता: राम श्रेष्ठ प्रसाद चनी <box>51 527 325 539</box>
entry-body <box>45 524 679 675</box>
entry-body <box>737 198 1371 299</box>
borrower-block <box>738 108 1371 139</box>
borrower-detail: स्थायी ठेगाना: सिन्धुपाल्चोक जिल्ला, वाडेगाउँ गा.वि.स. वडा नं. ९, हालको ठेगाना: काठमाडौं जिल्ला, गोकर्णेश्वर न.पा. वडा नं. ८, बाबु: तेज प्रसाद गौतम, बाजे: तेज नाथ गौतम <box>51 437 642 449</box>
entry-serial: १४) <box>705 549 720 560</box>
borrower-title: ऋणी: सरवान तामाङ <box>743 111 816 123</box>
borrower-title: १) ऋणी फर्म: धनमाया स्टोर्स, प्रोप्राइटर तथा जमानीकर्ता: धन गुरुङ <box>51 679 283 691</box>
entry-body <box>45 980 679 1156</box>
borrower-detail: २) ऋणी: गोविन्द प्रसाद गौतम <box>51 424 153 436</box>
borrower-title: ऋणी: देव बहादुर परियार <box>51 1160 137 1172</box>
borrower-detail: स्थायी ठेगाना: काभ्रेपलान्चोक जिल्ला, सिससानी गा.वि.स. वडा नं. ५, हालको ठेगाना: भक्तपुर जिल्ला, सूर्यविनायक न.पा. वडा नं. ८, बाबु: भैमा दोर्जे तामाङ, बाजे: जित बहादुर तामाङ <box>743 123 1359 135</box>
collateral-header: धितोको विवरण <box>738 332 1371 347</box>
collateral-item: १) नेपाल सरकार उद्योग वाणिज्य तथा आपूर्ति मन्त्रालय, कम्पनी रजिष्ट्रारको कार्यालय त्रिपुरेश्वर काठमाडौंमा दर्ता नं. १२१३२१/०७६/०७७ अन्तर्गत मिति २०७६/०१/१४ मा कम्पनी ऐन, २०६३ बमोजिम दर्ता भएको काठमाडौं जिल्ला, का.म.न.पा. वडा नं. ३१ स्थित प्रतुष्या इन्टरप्राइजेज प्रा.लि.को नाममा मालपोत कार्यालय काठमाडौंमा दर्ता कायम रहेको काठमाडौं जिल्ला, सुकेल गा.वि.स. वडा नं. ५ (हाल चन्द्रागिरी न.पा. वडा नं. ८) स्थित कित्ता नं. ११२ को क्षेत्रफल ४१२.२६ (व.मि) को जग्गा र सो जग्गामाथि बनेको घर समेत । <box>743 591 1366 628</box>
borrower-detail: दर्ता नं.: कम्पनी रजिष्ट्रारको कार्यालय त्रिपुरेश्वर काठमाडौंमा दर्ता नं. ३०७९७१/०६७/०६८, दर्ता मिति: २०६७/०८/१४, ठेगाना: जिल्ला काठमाडौं, काठमाडौं महानगर न.पा. वडा नं. ३ <box>743 992 1337 1004</box>
collateral-header: धितोको विवरण <box>738 1008 1371 1023</box>
bank-phone: फोन नं. : +९७७-१-५१४७९५२/५१४९६८०, फ्याक्स : +९७७-१-५११११९०, टोल फ्री नं. : १६६०-०१-६६६६६ <box>162 38 528 49</box>
notice-intro: यस बैंकबाट तपसिलमा उल्लेखित ऋणीले प्राप्त गर्नुभएको ऋण कर्जा बैंकसँगको सम्झौताको शर्त बमोजिम नतिर्ने नबुझाउनु भएको हुँदा सो सम्बन्धमा पटक पटक मौखिक तथा लिखित रुपमा ताकेता गर्दा विभिन्न मितिमा राष्ट्रिय स्तरको दैनिक पत्रिकामा ऋणकर्जा चुक्ता भुक्तान गर्नका लागि ३५ दिने सार्वजनिक सूचना तथा दितोमा रहेको चल अचल सम्पत्ति लिलाम बिक्री बोलपत्र आव्हान सम्बन्धी १५ (पन्ध्र) दिने सार्वजनिक सूचना प्रकाशित गर्दा समेत उक्त ऋणकर्जाको बाँकी साँवा ब्याज चुक्ता भुक्तान नगरी तथा नबुझाएको कारणले ऋणीहरुले कर्जा नतिर्ने नबुझाउनु भएको हुँदा उक्त ऋणीहरुले धितो राखेको सम्पत्ति लिलाम बिक्री गरी बैंकको लेना रकम असुल उपर गर्ने प्रयोजनका लागि यो सूचना प्रकाशित मितिले ७ (सात) दिन भित्र लिलाम बिक्री प्रयोजनका लागि बोलपत्र आव्हान गरिएको छ । सोही अवस्थामा धितो सम्पत्तिको लिलाम बढाबढमा सहभागी हुन चाहने इच्छुक व्यक्ति, फर्म, कम्पनी वा संस्थाले बैंकको केन्द्रीय कार्यालय, कर्जा असुली विभाग, त्रिपुरेश्वर, काठमाडौंमा सम्पर्क गर्नुहुन अनुरोध गरिन्छ । साथै, प्रस्तुत लिलाम प्रक्रियामा धितोमा रहेको सम्पत्ति बमोजिमको चल अचल सम्पत्ति लिलाम बिक्री हुन नसकेमा लिलाम बिक्रीबाट प्राप्त रकमले ऋण चुक्ता नभएमा बैंकले ऋणीहरुका अन्य चल अचल सम्पत्तिबाट समेत असुल उपर गरिने व्यहोरा समेत सम्बन्धित सबैको जानकारीका लागि यो सूचना प्रकाशित गरिएको छ । <box>4 122 680 219</box>
table-row <box>700 1390 1372 1480</box>
table-row <box>700 978 1372 1288</box>
borrower-block <box>738 301 1371 332</box>
borrower-detail: स्थायी ठेगाना: दोलखा जिल्ला, कटाकुटी गा.वि.स. वडा नं. ९, हालको ठेगाना: भक्तपुर जिल्ला, मध्यपुर थिमी न.पा. वडा नं. ६, बाबु: ध्रुव कुमार श्रेष्ठ, बाजे: पदम बहादुर श्रेष्ठ <box>743 1404 1318 1416</box>
collateral-block <box>46 1038 679 1156</box>
borrower-detail: दर्ता नं.: धरेलु तथा साना उद्योग विकास समिति, सुरखेत कार्यालय दमौली तनहुँमा प्रा.फ.र.नं. ४३०/०६४/०६५ दर्ता मिति: २०६४/०७/२६ ठेगाना: जिल्ला तनहुँ, बन्दिपुर गा.वि.स. वडा नं. ५ <box>51 691 668 703</box>
collateral-item: जित बहादुरको नाति, भैमा दोर्जे तामाङको छोरा, काभ्रेपलान्चोक जिल्ला, सिससानी गा.वि.स. वडा नं. ५ स्थायी ठेगाना भई हाल भक्तपुर जिल्ला, सूर्यविनायक न.पा. वडा नं. ८ बस्ने सरवान तामाङको नाममा मालपोत कार्यालय काभ्रेपलान्चोकमा दर्ता कायम रहेको काभ्रेपलान्चोक जिल्ला, सिससानी गा.वि.स. वडा नं. ५ (हाल मण्डनदेउपुर न.पा. वडा नं. ९) स्थित कित्ता नं. ३४६० को क्षेत्रफल ०-३-०-० (रोपनी) को जग्गा र सो जग्गामाथि बनेको घर समेत । <box>743 157 1366 194</box>
borrower-title: १) ऋणी कम्पनी: एल. जानकी स्टोर प्रा.लि., अध्यक्ष तथा जमानीकर्ता: गोविन्द आचार्य <box>51 1250 346 1262</box>
borrower-detail: दर्ता नं.: कम्पनी रजिष्ट्रारको कार्यालय, त्रिपुरेश्वर, काठमाडौंमा दर्ता नं. २११०४/०६८/०६९, दर्ता मिति: २०६८/०९/१३, ठेगाना: जिल्ला काठमाडौं, शंखरापुर न.पा. वडा नं. ४ <box>743 316 1306 328</box>
entry-serial: ५) <box>9 896 19 908</box>
collateral-block <box>738 486 1371 542</box>
collateral-item: १) मान बहादुर स्थापितको नाति, कृष्ण बहादुर स्थापितको छोरा, ललितपुर जिल्ला, लालविदी गा.वि.स. वडा नं. ६ स्थायी ठेगाना भई हाल काठमाडौं जिल्ला, काठमाडौं म.न.पा. वडा नं. ४ बस्ने अमर स्थापितको नाममा मालपोत कार्यालय ललितपुरमा दर्ता कायम रहेको काठमाडौं जिल्ला, ललितपुर गा.वि.स. वडा नं. ८ स्थित कित्ता नं. ३१७० को क्षेत्रफल १-६-१-० (रोपनी) को जग्गा र सो जग्गामाथि बनेको घर समेत । <box>743 349 1366 386</box>
entry-serial: १०) <box>705 114 720 126</box>
collateral-item: ५) ओशाली फर्म हाउस एण्ड वाइलल्याण्ड कम्पनी प्रा.लि.को स्वामित्वमा रहेको मालसामान तथा आय प्राप्ती (Goods & Assignment of Bills & Receivables) उपर हाइपोथिकेशन सुरक्षण । <box>743 1175 1366 1199</box>
collateral-item: विकुमानको छोरी, कौशल कुमार कर्माचार्यको बुहारी, सुरज कुमार कर्माचार्यको पत्नि, काभ्रेपलान्चोक जिल्ला, धुलिखेल न.पा. वडा नं. ३ स्थायी ठेगाना भई हाल काभ्रेपलान्चोक जिल्ला, धुलिखेल न.पा. वडा नं. ६ बस्ने पुतली माया ठोकर तामाङको नाममा मालपोत कार्यालय काभ्रेपलान्चोकमा दर्ता कायम रहेको काभ्रेपलान्चोक जिल्ला, काब्रे गा.वि.स. वडा नं. ७/७ (हाल धुलिखेल न.पा. वडा नं. ६) स्थित कित्ता नं. २६०७ को क्षेत्रफल ०-१३-०-० (रोपनी) को जग्गा र सो जग्गामाथि बनेको घर समेत । <box>743 936 1366 973</box>
notice-title: धितोमा रहेको चल अचल सम्पत्ति लिलाम बिक्री बोलपत्र आव्हान सम्बन्धी ७ (सात) दिने सार्वजनिक सूचना <box>4 100 680 122</box>
collateral-item: जमानीकर्ताहरु: १) धन गुरुङ, स्थायी ठेगाना: तनहुँ जिल्ला, बन्दिपुर गा.वि.स. वडा नं. १, हालको ठेगाना: तनहुँ जिल्ला, बन्दिपुर गा.पा. वडा नं. १, बाबु: बिचमान गुरुङ, ससुरा: बलुमान गुरुङ, पति: आस बहादुर गुरुङ २) आस बहादुर गुरुङ, स्थायी ठेगाना: तनहुँ जिल्ला, जीवा गा.वि.स. वडा नं. ६, हालको ठेगाना: तनहुँ जिल्ला, बन्दिपुर गा.पा. वडा नं. १, बाबु: बालमान गुरुङ, बाजे: कर्ण सिं गुरुङ, ३) अजय गुरुङ, स्थायी ठेगाना: तनहुँ जिल्ला, बन्दिपुर गा.वि.स. वडा नं. १, हालको ठेगाना: तनहुँ जिल्ला, बन्दिपुर गा.पा. वडा नं. १, बाबु: आस बहादुर गुरुङ, बाजे: बालमान गुरुङ <box>51 836 674 885</box>
collateral-item: १) राम प्रसाद उपाध्यायको नाति, इन्द्र नाथ घिमिरेको छोरा, रामेछाप जिल्ला, सालु गा.वि.स. वडा नं. ५ बस्ने विनोद प्रसाद घिमिरेको नाममा मालपोत कार्यालय सैरानी, चितवनमा लगतमा दर्ता कायम रहेको चितवन जिल्ला, चैनपुर गा.वि.स. वडा नं. ७ (हाल सैराना उ.म.न.पा. वडा नं. १७) स्थित कित्ता नं. ३४५ को क्षेत्रफल ०-५-०-० (विगाहा) को जग्गा र सो जग्गामाथि बनेको घर समेत । <box>743 1026 1366 1063</box>
borrower-title: ऋणी: सचिन श्रेष्ठ <box>743 1392 803 1404</box>
